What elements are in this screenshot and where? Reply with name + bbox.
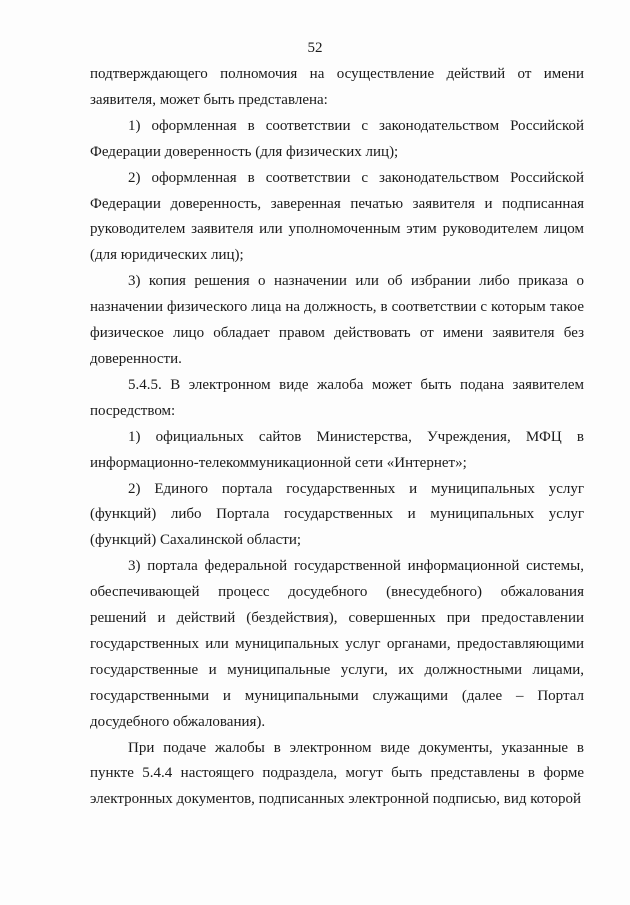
paragraph-item-3-appointment: 3) копия решения о назначении или об избрании либо приказа о назначении физического лица на должность, в соответствии с которым такое физическое лицо обладает правом действовать от имени заявителя без доверенности. [90,273,584,367]
document-body [90,62,584,813]
paragraph-item-3-federal-portal: 3) портала федеральной государственной информационной системы, обеспечивающей процесс досудебного (внесудебного) обжалования решений и действий (бездействия), совершенных при предоставлении государственных или муниципальных услуг органами, предоставляющими государственные и муниципальные услуги, их должностными лицами, государственными и муниципальными служащими (далее – Портал досудебного обжалования). [90,558,584,730]
paragraph-electronic-documents: При подаче жалобы в электронном виде документы, указанные в пункте 5.4.4 настоящего подраздела, могут быть представлены в форме электронных документов, подписанных электронной подписью, вид которой [90,739,584,808]
paragraph-item-2-portal: 2) Единого портала государственных и муниципальных услуг (функций) либо Портала государственных и муниципальных услуг (функций) Сахалинской области; [90,480,584,549]
paragraph-continuation: подтверждающего полномочия на осуществление действий от имени заявителя, может быть представлена: [90,66,584,108]
page-number: 52 [307,40,323,56]
paragraph-item-1-websites: 1) официальных сайтов Министерства, Учреждения, МФЦ в информационно-телекоммуникационной сети «Интернет»; [90,428,584,471]
paragraph-item-1-notarized: 1) оформленная в соответствии с законодательством Российской Федерации доверенность (для физических лиц); [90,117,584,160]
paragraph-item-2-legal-entities: 2) оформленная в соответствии с законодательством Российской Федерации доверенность, заверенная печатью заявителя и подписанная руководителем заявителя или уполномоченным этим руководителем лицом (для юридических лиц); [90,169,584,264]
paragraph-section-5-4-5: 5.4.5. В электронном виде жалоба может быть подана заявителем посредством: [90,376,584,419]
